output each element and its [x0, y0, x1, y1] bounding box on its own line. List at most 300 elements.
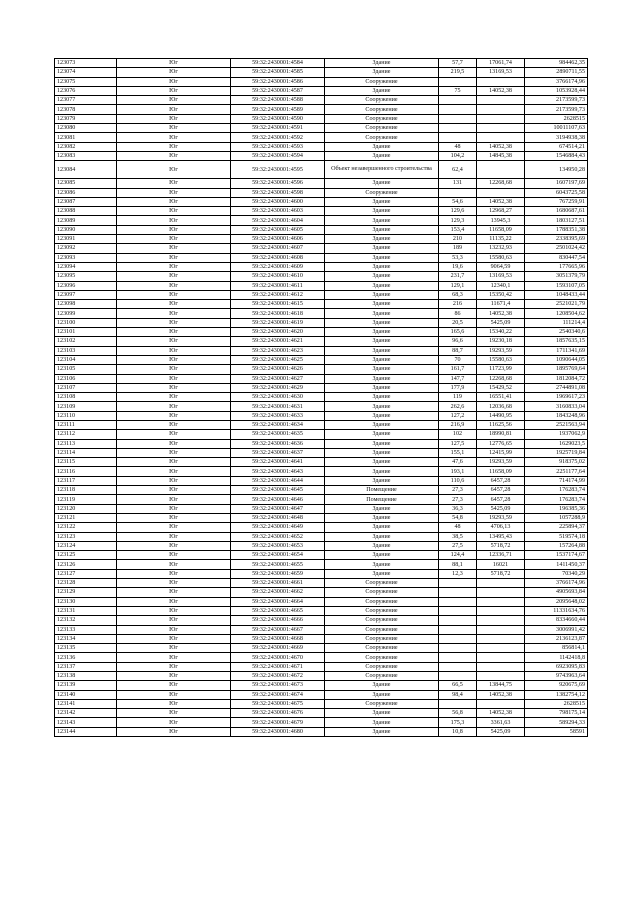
district-cell: Юг	[117, 448, 231, 457]
cadastral-number-cell: 59:32:2430001:4585	[231, 68, 325, 77]
unit-value-cell	[477, 124, 525, 133]
table-row	[55, 197, 588, 206]
unit-value-cell	[477, 634, 525, 643]
cadastral-value-cell: 1788351,38	[525, 225, 588, 234]
area-cell	[439, 579, 477, 588]
table-row	[55, 486, 588, 495]
unit-value-cell: 15340,22	[477, 328, 525, 337]
object-type-cell: Здание	[325, 355, 439, 364]
district-cell: Юг	[117, 86, 231, 95]
object-type-cell: Здание	[325, 151, 439, 160]
table-row	[55, 420, 588, 429]
district-cell: Юг	[117, 383, 231, 392]
row-number: 123073	[55, 59, 117, 68]
district-cell: Юг	[117, 68, 231, 77]
object-type-cell: Здание	[325, 467, 439, 476]
object-type-cell: Здание	[325, 197, 439, 206]
row-number: 123119	[55, 495, 117, 504]
cadastral-value-cell: 2173599,73	[525, 96, 588, 105]
cadastral-number-cell: 59:32:2430001:4676	[231, 709, 325, 718]
table-row	[55, 504, 588, 513]
table-row	[55, 207, 588, 216]
object-type-cell: Здание	[325, 458, 439, 467]
row-number: 123118	[55, 486, 117, 495]
district-cell: Юг	[117, 727, 231, 736]
row-number: 123100	[55, 318, 117, 327]
unit-value-cell: 5425,09	[477, 504, 525, 513]
object-type-cell: Здание	[325, 448, 439, 457]
table-body	[55, 59, 588, 737]
object-type-cell: Здание	[325, 420, 439, 429]
area-cell: 119	[439, 393, 477, 402]
table-row	[55, 374, 588, 383]
unit-value-cell: 9064,59	[477, 262, 525, 271]
area-cell	[439, 77, 477, 86]
row-number: 123120	[55, 504, 117, 513]
row-number: 123144	[55, 727, 117, 736]
unit-value-cell	[477, 644, 525, 653]
unit-value-cell: 15580,63	[477, 355, 525, 364]
cadastral-value-cell: 1142418,8	[525, 653, 588, 662]
area-cell: 66,5	[439, 681, 477, 690]
unit-value-cell	[477, 579, 525, 588]
cadastral-number-cell: 59:32:2430001:4611	[231, 281, 325, 290]
row-number: 123091	[55, 235, 117, 244]
unit-value-cell: 11723,99	[477, 365, 525, 374]
cadastral-value-cell: 1593107,05	[525, 281, 588, 290]
cadastral-value-cell: 830447,54	[525, 253, 588, 262]
area-cell: 110,6	[439, 476, 477, 485]
row-number: 123112	[55, 430, 117, 439]
unit-value-cell	[477, 616, 525, 625]
area-cell: 57,7	[439, 59, 477, 68]
row-number: 123126	[55, 560, 117, 569]
table-row	[55, 281, 588, 290]
unit-value-cell: 12036,68	[477, 402, 525, 411]
cadastral-value-cell: 1803127,51	[525, 216, 588, 225]
district-cell: Юг	[117, 179, 231, 188]
row-number: 123127	[55, 569, 117, 578]
cadastral-value-cell: 856814,1	[525, 644, 588, 653]
cadastral-value-cell: 58591	[525, 727, 588, 736]
cadastral-number-cell: 59:32:2430001:4649	[231, 523, 325, 532]
cadastral-number-cell: 59:32:2430001:4610	[231, 272, 325, 281]
area-cell	[439, 662, 477, 671]
object-type-cell: Сооружение	[325, 597, 439, 606]
cadastral-value-cell: 111214,4	[525, 318, 588, 327]
cadastral-number-cell: 59:32:2430001:4596	[231, 179, 325, 188]
unit-value-cell: 19293,59	[477, 513, 525, 522]
cadastral-value-cell: 674514,21	[525, 142, 588, 151]
cadastral-value-cell: 8334660,44	[525, 616, 588, 625]
unit-value-cell: 14052,38	[477, 690, 525, 699]
cadastral-value-table	[54, 58, 588, 737]
district-cell: Юг	[117, 244, 231, 253]
area-cell	[439, 188, 477, 197]
row-number: 123142	[55, 709, 117, 718]
row-number: 123134	[55, 634, 117, 643]
district-cell: Юг	[117, 486, 231, 495]
unit-value-cell: 5718,72	[477, 569, 525, 578]
cadastral-number-cell: 59:32:2430001:4646	[231, 495, 325, 504]
area-cell: 96,6	[439, 337, 477, 346]
unit-value-cell: 13169,53	[477, 68, 525, 77]
object-type-cell: Помещение	[325, 486, 439, 495]
object-type-cell: Сооружение	[325, 114, 439, 123]
cadastral-value-cell: 589294,33	[525, 718, 588, 727]
district-cell: Юг	[117, 133, 231, 142]
area-cell	[439, 634, 477, 643]
district-cell: Юг	[117, 476, 231, 485]
cadastral-value-cell: 3006991,42	[525, 625, 588, 634]
table-row	[55, 216, 588, 225]
table-row	[55, 402, 588, 411]
cadastral-value-cell: 1629023,5	[525, 439, 588, 448]
cadastral-number-cell: 59:32:2430001:4653	[231, 541, 325, 550]
object-type-cell: Здание	[325, 709, 439, 718]
cadastral-value-cell: 798175,14	[525, 709, 588, 718]
table-row	[55, 290, 588, 299]
district-cell: Юг	[117, 77, 231, 86]
object-type-cell: Здание	[325, 439, 439, 448]
area-cell: 131	[439, 179, 477, 188]
unit-value-cell	[477, 588, 525, 597]
unit-value-cell: 14490,95	[477, 411, 525, 420]
row-number: 123103	[55, 346, 117, 355]
row-number: 123110	[55, 411, 117, 420]
cadastral-number-cell: 59:32:2430001:4605	[231, 225, 325, 234]
area-cell	[439, 644, 477, 653]
district-cell: Юг	[117, 699, 231, 708]
cadastral-number-cell: 59:32:2430001:4615	[231, 300, 325, 309]
district-cell: Юг	[117, 114, 231, 123]
area-cell: 98,4	[439, 690, 477, 699]
cadastral-number-cell: 59:32:2430001:4647	[231, 504, 325, 513]
object-type-cell: Здание	[325, 374, 439, 383]
district-cell: Юг	[117, 105, 231, 114]
cadastral-value-cell: 714174,99	[525, 476, 588, 485]
row-number: 123121	[55, 513, 117, 522]
area-cell	[439, 124, 477, 133]
row-number: 123115	[55, 458, 117, 467]
district-cell: Юг	[117, 523, 231, 532]
object-type-cell: Здание	[325, 430, 439, 439]
unit-value-cell	[477, 161, 525, 179]
cadastral-value-cell: 2540340,6	[525, 328, 588, 337]
unit-value-cell: 12340,1	[477, 281, 525, 290]
cadastral-value-cell: 2628515	[525, 699, 588, 708]
row-number: 123090	[55, 225, 117, 234]
object-type-cell: Сооружение	[325, 105, 439, 114]
table-row	[55, 77, 588, 86]
cadastral-value-cell: 196385,36	[525, 504, 588, 513]
object-type-cell: Здание	[325, 411, 439, 420]
area-cell: 20,5	[439, 318, 477, 327]
row-number: 123139	[55, 681, 117, 690]
area-cell: 53,3	[439, 253, 477, 262]
area-cell	[439, 699, 477, 708]
area-cell: 189	[439, 244, 477, 253]
object-type-cell: Здание	[325, 253, 439, 262]
area-cell	[439, 616, 477, 625]
object-type-cell: Здание	[325, 690, 439, 699]
table-row	[55, 727, 588, 736]
cadastral-value-cell: 1937062,9	[525, 430, 588, 439]
object-type-cell: Сооружение	[325, 124, 439, 133]
table-row	[55, 262, 588, 271]
cadastral-number-cell: 59:32:2430001:4670	[231, 653, 325, 662]
cadastral-number-cell: 59:32:2430001:4588	[231, 96, 325, 105]
unit-value-cell: 13945,3	[477, 216, 525, 225]
row-number: 123138	[55, 672, 117, 681]
unit-value-cell	[477, 114, 525, 123]
unit-value-cell: 3361,63	[477, 718, 525, 727]
unit-value-cell	[477, 606, 525, 615]
table-row	[55, 225, 588, 234]
row-number: 123087	[55, 197, 117, 206]
district-cell: Юг	[117, 681, 231, 690]
cadastral-number-cell: 59:32:2430001:4669	[231, 644, 325, 653]
object-type-cell: Здание	[325, 541, 439, 550]
area-cell: 153,4	[439, 225, 477, 234]
cadastral-number-cell: 59:32:2430001:4600	[231, 197, 325, 206]
object-type-cell: Здание	[325, 68, 439, 77]
unit-value-cell: 11658,09	[477, 225, 525, 234]
cadastral-number-cell: 59:32:2430001:4593	[231, 142, 325, 151]
cadastral-value-cell: 134950,28	[525, 161, 588, 179]
district-cell: Юг	[117, 504, 231, 513]
table-row	[55, 96, 588, 105]
cadastral-number-cell: 59:32:2430001:4586	[231, 77, 325, 86]
area-cell: 47,6	[439, 458, 477, 467]
district-cell: Юг	[117, 188, 231, 197]
cadastral-value-cell: 1382754,12	[525, 690, 588, 699]
cadastral-number-cell: 59:32:2430001:4641	[231, 458, 325, 467]
row-number: 123124	[55, 541, 117, 550]
district-cell: Юг	[117, 365, 231, 374]
district-cell: Юг	[117, 588, 231, 597]
unit-value-cell: 13495,43	[477, 532, 525, 541]
object-type-cell: Здание	[325, 290, 439, 299]
area-cell: 54,8	[439, 513, 477, 522]
cadastral-value-cell: 1843248,96	[525, 411, 588, 420]
object-type-cell: Здание	[325, 504, 439, 513]
cadastral-value-cell: 1546884,43	[525, 151, 588, 160]
unit-value-cell	[477, 77, 525, 86]
cadastral-number-cell: 59:32:2430001:4673	[231, 681, 325, 690]
unit-value-cell: 5425,09	[477, 727, 525, 736]
object-type-cell: Здание	[325, 142, 439, 151]
district-cell: Юг	[117, 318, 231, 327]
unit-value-cell	[477, 653, 525, 662]
unit-value-cell: 12776,65	[477, 439, 525, 448]
row-number: 123109	[55, 402, 117, 411]
district-cell: Юг	[117, 161, 231, 179]
area-cell: 12,3	[439, 569, 477, 578]
table-row	[55, 644, 588, 653]
unit-value-cell	[477, 133, 525, 142]
object-type-cell: Здание	[325, 718, 439, 727]
cadastral-number-cell: 59:32:2430001:4659	[231, 569, 325, 578]
district-cell: Юг	[117, 579, 231, 588]
unit-value-cell: 13844,75	[477, 681, 525, 690]
cadastral-value-cell: 2338395,69	[525, 235, 588, 244]
district-cell: Юг	[117, 551, 231, 560]
unit-value-cell: 19230,18	[477, 337, 525, 346]
row-number: 123122	[55, 523, 117, 532]
unit-value-cell	[477, 188, 525, 197]
area-cell	[439, 588, 477, 597]
area-cell: 165,6	[439, 328, 477, 337]
unit-value-cell: 14845,38	[477, 151, 525, 160]
district-cell: Юг	[117, 597, 231, 606]
row-number: 123136	[55, 653, 117, 662]
cadastral-number-cell: 59:32:2430001:4627	[231, 374, 325, 383]
table-row	[55, 59, 588, 68]
district-cell: Юг	[117, 532, 231, 541]
cadastral-value-cell: 2251177,64	[525, 467, 588, 476]
district-cell: Юг	[117, 346, 231, 355]
cadastral-number-cell: 59:32:2430001:4594	[231, 151, 325, 160]
row-number: 123076	[55, 86, 117, 95]
row-number: 123105	[55, 365, 117, 374]
district-cell: Юг	[117, 374, 231, 383]
row-number: 123123	[55, 532, 117, 541]
cadastral-value-cell: 1208504,62	[525, 309, 588, 318]
table-row	[55, 430, 588, 439]
row-number: 123094	[55, 262, 117, 271]
cadastral-value-cell: 10011107,63	[525, 124, 588, 133]
district-cell: Юг	[117, 290, 231, 299]
district-cell: Юг	[117, 262, 231, 271]
unit-value-cell	[477, 625, 525, 634]
cadastral-number-cell: 59:32:2430001:4621	[231, 337, 325, 346]
table-row	[55, 411, 588, 420]
unit-value-cell: 16551,41	[477, 393, 525, 402]
row-number: 123130	[55, 597, 117, 606]
table-row	[55, 476, 588, 485]
unit-value-cell: 14052,38	[477, 309, 525, 318]
cadastral-number-cell: 59:32:2430001:4636	[231, 439, 325, 448]
unit-value-cell: 15350,42	[477, 290, 525, 299]
area-cell: 70	[439, 355, 477, 364]
unit-value-cell	[477, 597, 525, 606]
cadastral-number-cell: 59:32:2430001:4675	[231, 699, 325, 708]
object-type-cell: Здание	[325, 281, 439, 290]
cadastral-number-cell: 59:32:2430001:4606	[231, 235, 325, 244]
area-cell	[439, 653, 477, 662]
area-cell: 127,5	[439, 439, 477, 448]
district-cell: Юг	[117, 560, 231, 569]
table-row	[55, 513, 588, 522]
cadastral-number-cell: 59:32:2430001:4680	[231, 727, 325, 736]
row-number: 123093	[55, 253, 117, 262]
district-cell: Юг	[117, 281, 231, 290]
district-cell: Юг	[117, 439, 231, 448]
table-row	[55, 328, 588, 337]
unit-value-cell: 14052,38	[477, 709, 525, 718]
cadastral-number-cell: 59:32:2430001:4654	[231, 551, 325, 560]
cadastral-value-cell: 1895769,64	[525, 365, 588, 374]
area-cell: 175,3	[439, 718, 477, 727]
row-number: 123097	[55, 290, 117, 299]
cadastral-value-cell: 6923095,83	[525, 662, 588, 671]
cadastral-value-cell: 1812084,72	[525, 374, 588, 383]
table-row	[55, 105, 588, 114]
unit-value-cell: 16021	[477, 560, 525, 569]
object-type-cell: Сооружение	[325, 625, 439, 634]
table-row	[55, 709, 588, 718]
area-cell: 27,3	[439, 495, 477, 504]
cadastral-number-cell: 59:32:2430001:4662	[231, 588, 325, 597]
table-row	[55, 318, 588, 327]
unit-value-cell: 6457,28	[477, 495, 525, 504]
district-cell: Юг	[117, 151, 231, 160]
object-type-cell: Здание	[325, 681, 439, 690]
district-cell: Юг	[117, 616, 231, 625]
row-number: 123089	[55, 216, 117, 225]
unit-value-cell: 12268,68	[477, 179, 525, 188]
cadastral-value-cell: 1607197,69	[525, 179, 588, 188]
object-type-cell: Сооружение	[325, 662, 439, 671]
cadastral-value-cell: 3051379,79	[525, 272, 588, 281]
cadastral-number-cell: 59:32:2430001:4634	[231, 420, 325, 429]
unit-value-cell: 12415,99	[477, 448, 525, 457]
area-cell: 124,4	[439, 551, 477, 560]
district-cell: Юг	[117, 625, 231, 634]
unit-value-cell: 17061,74	[477, 59, 525, 68]
unit-value-cell: 12336,71	[477, 551, 525, 560]
table-row	[55, 448, 588, 457]
cadastral-number-cell: 59:32:2430001:4645	[231, 486, 325, 495]
cadastral-value-cell: 1537174,67	[525, 551, 588, 560]
object-type-cell: Сооружение	[325, 644, 439, 653]
cadastral-value-cell: 70340,29	[525, 569, 588, 578]
area-cell: 155,1	[439, 448, 477, 457]
object-type-cell: Сооружение	[325, 699, 439, 708]
object-type-cell: Здание	[325, 262, 439, 271]
district-cell: Юг	[117, 59, 231, 68]
object-type-cell: Сооружение	[325, 588, 439, 597]
area-cell	[439, 606, 477, 615]
row-number: 123074	[55, 68, 117, 77]
cadastral-number-cell: 59:32:2430001:4584	[231, 59, 325, 68]
object-type-cell: Здание	[325, 337, 439, 346]
cadastral-number-cell: 59:32:2430001:4604	[231, 216, 325, 225]
unit-value-cell: 15429,52	[477, 383, 525, 392]
row-number: 123140	[55, 690, 117, 699]
area-cell: 216	[439, 300, 477, 309]
area-cell	[439, 105, 477, 114]
unit-value-cell: 18990,81	[477, 430, 525, 439]
cadastral-number-cell: 59:32:2430001:4626	[231, 365, 325, 374]
unit-value-cell	[477, 662, 525, 671]
district-cell: Юг	[117, 653, 231, 662]
table-row	[55, 616, 588, 625]
table-row	[55, 718, 588, 727]
cadastral-value-cell: 9743963,64	[525, 672, 588, 681]
object-type-cell: Помещение	[325, 495, 439, 504]
object-type-cell: Здание	[325, 365, 439, 374]
district-cell: Юг	[117, 513, 231, 522]
object-type-cell: Сооружение	[325, 188, 439, 197]
area-cell: 161,7	[439, 365, 477, 374]
area-cell: 10,8	[439, 727, 477, 736]
row-number: 123106	[55, 374, 117, 383]
table-row	[55, 337, 588, 346]
table-row	[55, 68, 588, 77]
object-type-cell: Объект незавершенного строительства	[325, 161, 439, 179]
